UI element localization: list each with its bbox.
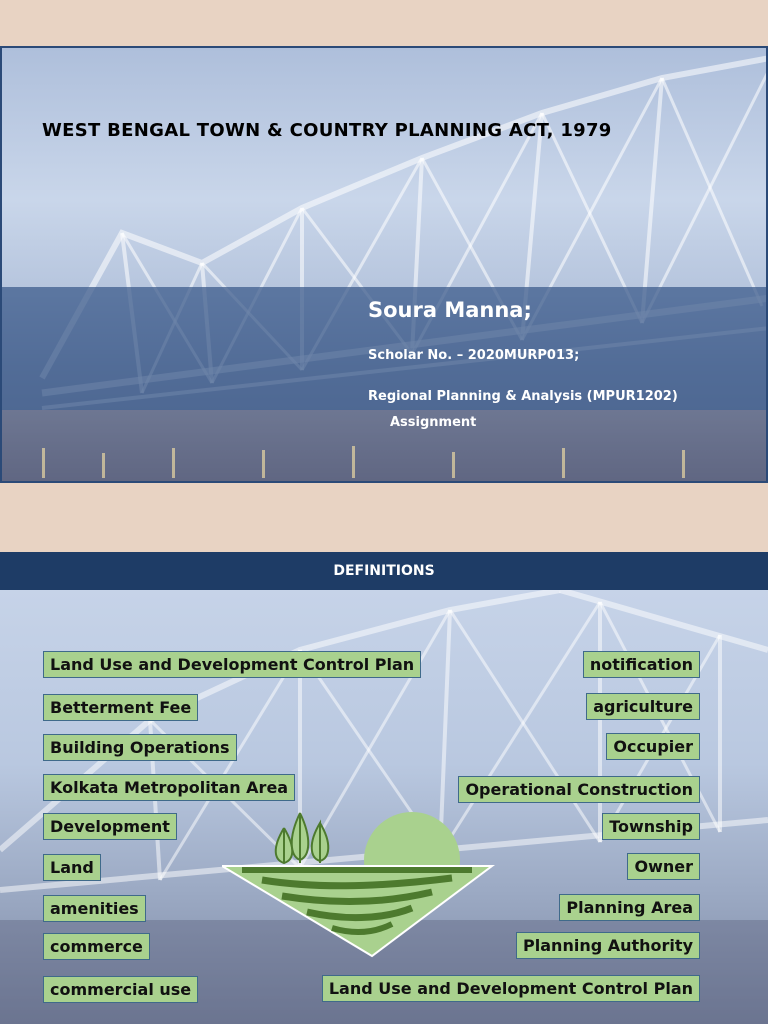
term-betterment-fee: Betterment Fee [43,694,198,721]
term-agriculture: agriculture [586,693,700,720]
definitions-header: DEFINITIONS [0,552,768,590]
term-owner: Owner [627,853,700,880]
term-commercial-use: commercial use [43,976,198,1003]
term-township: Township [602,813,700,840]
term-kolkata-metropolitan-area: Kolkata Metropolitan Area [43,774,295,801]
course-name: Regional Planning & Analysis (MPUR1202) [368,389,678,404]
term-amenities: amenities [43,895,146,922]
term-commerce: commerce [43,933,150,960]
title-slide [0,46,768,483]
term-land-use-plan-left: Land Use and Development Control Plan [43,651,421,678]
term-development: Development [43,813,177,840]
term-notification: notification [583,651,700,678]
term-planning-authority: Planning Authority [516,932,700,959]
term-land-use-plan-right: Land Use and Development Control Plan [322,975,700,1002]
term-operational-construction: Operational Construction [458,776,700,803]
term-land: Land [43,854,101,881]
slide-title: WEST BENGAL TOWN & COUNTRY PLANNING ACT, 1979 [42,120,612,141]
assignment-label: Assignment [390,415,477,430]
bridge-background-image [2,48,768,483]
farmland-logo-icon [222,808,502,958]
term-occupier: Occupier [606,733,700,760]
term-planning-area: Planning Area [559,894,700,921]
author-name: Soura Manna; [368,298,532,322]
scholar-number: Scholar No. – 2020MURP013; [368,348,580,363]
term-building-operations: Building Operations [43,734,237,761]
